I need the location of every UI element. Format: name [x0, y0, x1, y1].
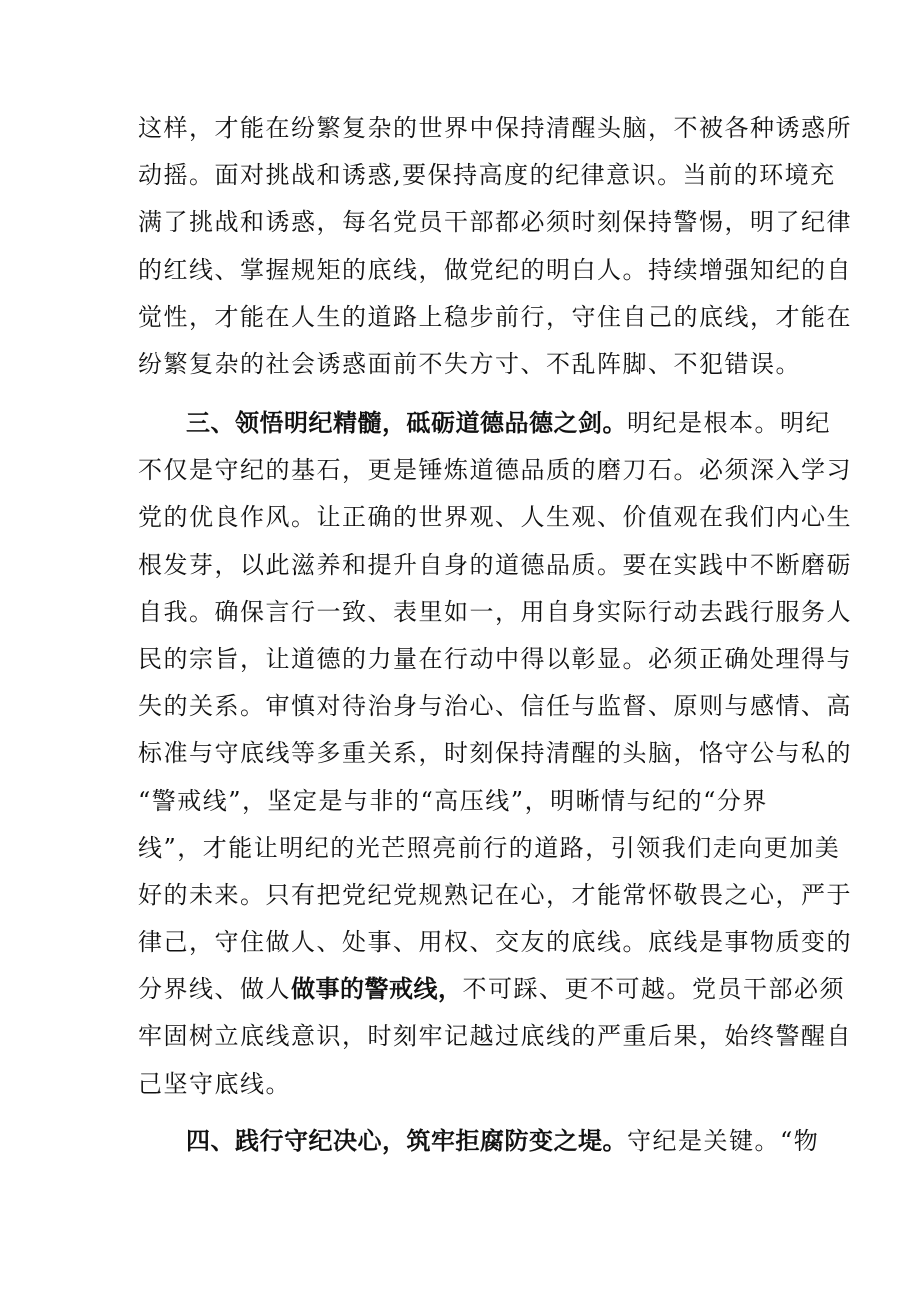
text-line — [138, 152, 836, 199]
body-text: 党的优良作风。让正确的世界观、人生观、价值观在我们内心生 — [138, 503, 852, 532]
text-line — [138, 683, 852, 730]
text-line — [138, 542, 852, 589]
text-line — [138, 966, 845, 1013]
text-line — [138, 730, 852, 777]
body-text: 动摇。面对挑战和诱惑,要保持高度的纪律意识。当前的环境充 — [138, 161, 836, 190]
text-line — [138, 341, 801, 388]
body-text: 不可踩、更不可越。党员干部必须 — [462, 975, 845, 1004]
paragraph-knowing-discipline — [138, 105, 852, 388]
text-line — [138, 400, 831, 447]
body-text: 根发芽，以此滋养和提升自身的道德品质。要在实践中不断磨砺 — [138, 550, 852, 579]
body-text: 这样，才能在纷繁复杂的世界中保持清醒头脑，不被各种诱惑所 — [138, 114, 852, 142]
body-text: 不仅是守纪的基石，更是锤炼道德品质的磨刀石。必须深入学习 — [138, 456, 852, 485]
text-line — [138, 825, 841, 872]
body-text: 明纪是根本。明纪 — [627, 409, 831, 437]
body-text: “警戒线”，坚定是与非的“高压线”，明晰情与纪的“分界 — [138, 786, 768, 815]
body-text: 觉性，才能在人生的道路上稳步前行，守住自己的底线，才能在 — [138, 302, 852, 331]
text-line — [138, 1118, 820, 1165]
body-text: 守纪是关键。“物 — [627, 1127, 820, 1155]
body-text: 自我。确保言行一致、表里如一，用自身实际行动去践行服务人 — [138, 597, 852, 626]
body-text: 纷繁复杂的社会诱惑面前不失方寸、不乱阵脚、不犯错误。 — [138, 349, 801, 378]
body-text: 线”，才能让明纪的光芒照亮前行的道路，引领我们走向更加美 — [138, 833, 841, 862]
text-line — [138, 589, 852, 636]
text-line — [138, 294, 852, 341]
body-text: 标准与守底线等多重关系，时刻保持清醒的头脑，恪守公与私的 — [138, 739, 852, 768]
text-line — [138, 247, 852, 294]
body-text: 失的关系。审慎对待治身与治心、信任与监督、原则与感情、高 — [138, 692, 852, 721]
body-text: 民的宗旨，让道德的力量在行动中得以彰显。必须正确处理得与 — [138, 644, 852, 673]
body-text: 律己，守住做人、处事、用权、交友的底线。底线是事物质变的 — [138, 928, 852, 957]
text-line — [138, 105, 852, 152]
body-text: 己坚守底线。 — [138, 1069, 291, 1098]
text-line — [138, 447, 852, 494]
text-line — [138, 919, 852, 966]
body-text: 好的未来。只有把党纪党规熟记在心，才能常怀敬畏之心，严于 — [138, 880, 852, 909]
text-line — [138, 494, 852, 541]
text-line — [138, 872, 852, 919]
body-text: 的红线、掌握规矩的底线，做党纪的明白人。持续增强知纪的自 — [138, 255, 852, 284]
text-line — [138, 1013, 852, 1060]
text-line — [138, 199, 852, 246]
body-text: 牢固树立底线意识，时刻牢记越过底线的严重后果，始终警醒自 — [138, 1022, 852, 1051]
section-heading: 四、践行守纪决心，筑牢拒腐防变之堤。 — [186, 1127, 627, 1155]
paragraph-understanding-discipline — [138, 400, 852, 1108]
body-text: 满了挑战和诱惑，每名党员干部都必须时刻保持警惕，明了纪律 — [138, 208, 852, 237]
text-line — [138, 1061, 786, 1108]
paragraph-keeping-discipline — [138, 1118, 820, 1165]
text-line — [138, 636, 852, 683]
section-heading: 做事的警戒线， — [291, 975, 463, 1004]
section-heading: 三、领悟明纪精髓，砥砺道德品德之剑。 — [186, 409, 627, 437]
body-text: 分界线、做人 — [138, 975, 291, 1004]
text-line — [138, 778, 786, 825]
